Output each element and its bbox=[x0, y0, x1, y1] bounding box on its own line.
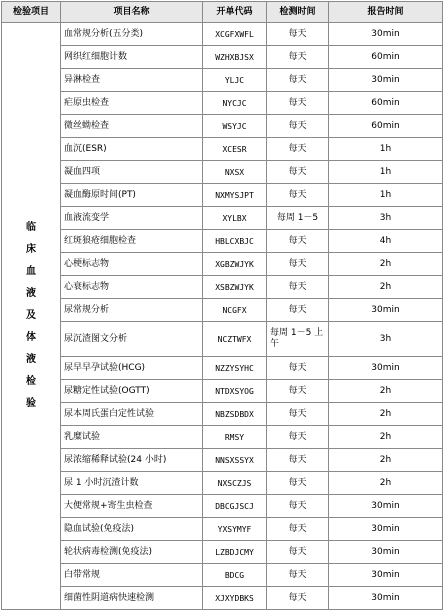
report-time-cell: 2h bbox=[329, 253, 443, 276]
item-name-cell: 白带常规 bbox=[61, 564, 203, 587]
item-name-cell: 凝血酶原时间(PT) bbox=[61, 184, 203, 207]
order-code-cell: XJXYDBKS bbox=[203, 587, 267, 610]
item-name-cell: 血液流变学 bbox=[61, 207, 203, 230]
order-code-cell: XGBZWJYK bbox=[203, 253, 267, 276]
order-code-cell: RMSY bbox=[203, 426, 267, 449]
table-row bbox=[2, 495, 443, 518]
report-time-cell: 30min bbox=[329, 357, 443, 380]
lab-test-table bbox=[1, 1, 443, 610]
report-time-cell: 2h bbox=[329, 403, 443, 426]
test-time-cell: 每天 bbox=[267, 541, 329, 564]
table-body bbox=[2, 23, 443, 610]
table-row bbox=[2, 23, 443, 46]
order-code-cell: BDCG bbox=[203, 564, 267, 587]
test-time-cell: 每天 bbox=[267, 403, 329, 426]
report-time-cell: 30min bbox=[329, 564, 443, 587]
item-name-cell: 凝血四项 bbox=[61, 161, 203, 184]
table-row bbox=[2, 322, 443, 357]
header-item-name: 项目名称 bbox=[61, 2, 203, 23]
item-name-cell: 隐血试验(免疫法) bbox=[61, 518, 203, 541]
test-time-cell: 每天 bbox=[267, 46, 329, 69]
order-code-cell: XCESR bbox=[203, 138, 267, 161]
table-row bbox=[2, 299, 443, 322]
table-row bbox=[2, 426, 443, 449]
test-time-cell: 每天 bbox=[267, 587, 329, 610]
order-code-cell: NBZSDBDX bbox=[203, 403, 267, 426]
report-time-cell: 2h bbox=[329, 276, 443, 299]
test-time-cell: 每天 bbox=[267, 253, 329, 276]
report-time-cell: 30min bbox=[329, 518, 443, 541]
test-time-cell: 每天 bbox=[267, 69, 329, 92]
table-row bbox=[2, 92, 443, 115]
test-time-cell: 每天 bbox=[267, 23, 329, 46]
test-time-cell: 每天 bbox=[267, 299, 329, 322]
order-code-cell: DBCGJSCJ bbox=[203, 495, 267, 518]
item-name-cell: 异淋检查 bbox=[61, 69, 203, 92]
test-time-cell: 每周 1－5 bbox=[267, 207, 329, 230]
report-time-cell: 30min bbox=[329, 587, 443, 610]
report-time-cell: 1h bbox=[329, 138, 443, 161]
header-row bbox=[2, 2, 443, 23]
report-time-cell: 2h bbox=[329, 449, 443, 472]
order-code-cell: YLJC bbox=[203, 69, 267, 92]
order-code-cell: XYLBX bbox=[203, 207, 267, 230]
table-row bbox=[2, 69, 443, 92]
item-name-cell: 网织红细胞计数 bbox=[61, 46, 203, 69]
test-time-cell: 每天 bbox=[267, 138, 329, 161]
report-time-cell: 60min bbox=[329, 115, 443, 138]
order-code-cell: NTDXSYOG bbox=[203, 380, 267, 403]
table-row bbox=[2, 253, 443, 276]
test-time-cell: 每天 bbox=[267, 161, 329, 184]
table-row bbox=[2, 564, 443, 587]
test-time-cell: 每天 bbox=[267, 92, 329, 115]
report-time-cell: 60min bbox=[329, 92, 443, 115]
order-code-cell: NXSX bbox=[203, 161, 267, 184]
test-time-cell: 每天 bbox=[267, 115, 329, 138]
test-time-cell: 每天 bbox=[267, 495, 329, 518]
order-code-cell: NNSXSSYX bbox=[203, 449, 267, 472]
test-time-cell: 每天 bbox=[267, 426, 329, 449]
item-name-cell: 尿 1 小时沉渣计数 bbox=[61, 472, 203, 495]
order-code-cell: XCGFXWFL bbox=[203, 23, 267, 46]
report-time-cell: 2h bbox=[329, 380, 443, 403]
report-time-cell: 30min bbox=[329, 299, 443, 322]
table-row bbox=[2, 472, 443, 495]
item-name-cell: 红斑狼疮细胞检查 bbox=[61, 230, 203, 253]
report-time-cell: 30min bbox=[329, 69, 443, 92]
report-time-cell: 3h bbox=[329, 207, 443, 230]
item-name-cell: 尿本周氏蛋白定性试验 bbox=[61, 403, 203, 426]
table-row bbox=[2, 46, 443, 69]
table-row bbox=[2, 276, 443, 299]
item-name-cell: 轮状病毒检测(免疫法) bbox=[61, 541, 203, 564]
item-name-cell: 微丝蚴检查 bbox=[61, 115, 203, 138]
order-code-cell: YXSYMYF bbox=[203, 518, 267, 541]
item-name-cell: 大便常规+寄生虫检查 bbox=[61, 495, 203, 518]
table-row bbox=[2, 138, 443, 161]
item-name-cell: 尿常规分析 bbox=[61, 299, 203, 322]
item-name-cell: 尿沉渣图文分析 bbox=[61, 322, 203, 357]
item-name-cell: 尿糖定性试验(OGTT) bbox=[61, 380, 203, 403]
header-order-code: 开单代码 bbox=[203, 2, 267, 23]
order-code-cell: NZZYSYHC bbox=[203, 357, 267, 380]
report-time-cell: 1h bbox=[329, 161, 443, 184]
item-name-cell: 乳糜试验 bbox=[61, 426, 203, 449]
report-time-cell: 60min bbox=[329, 46, 443, 69]
category-label: 临床血液及体液检验 bbox=[26, 222, 36, 409]
header-test-time: 检测时间 bbox=[267, 2, 329, 23]
test-time-cell: 每天 bbox=[267, 380, 329, 403]
test-time-cell: 每周 1－5 上午 bbox=[267, 322, 329, 357]
report-time-cell: 1h bbox=[329, 184, 443, 207]
table-row bbox=[2, 403, 443, 426]
item-name-cell: 心衰标志物 bbox=[61, 276, 203, 299]
order-code-cell: WZHXBJSX bbox=[203, 46, 267, 69]
table-row bbox=[2, 518, 443, 541]
order-code-cell: NYCJC bbox=[203, 92, 267, 115]
header-category: 检验项目 bbox=[2, 2, 61, 23]
test-time-cell: 每天 bbox=[267, 449, 329, 472]
table-row bbox=[2, 380, 443, 403]
header-report-time: 报告时间 bbox=[329, 2, 443, 23]
table-row bbox=[2, 161, 443, 184]
test-time-cell: 每天 bbox=[267, 357, 329, 380]
order-code-cell: NCZTWFX bbox=[203, 322, 267, 357]
report-time-cell: 4h bbox=[329, 230, 443, 253]
test-time-cell: 每天 bbox=[267, 472, 329, 495]
report-time-cell: 30min bbox=[329, 23, 443, 46]
item-name-cell: 尿早早孕试验(HCG) bbox=[61, 357, 203, 380]
table-row bbox=[2, 184, 443, 207]
report-time-cell: 3h bbox=[329, 322, 443, 357]
report-time-cell: 30min bbox=[329, 541, 443, 564]
test-time-cell: 每天 bbox=[267, 276, 329, 299]
item-name-cell: 疟原虫检查 bbox=[61, 92, 203, 115]
report-time-cell: 2h bbox=[329, 472, 443, 495]
report-time-cell: 30min bbox=[329, 495, 443, 518]
test-time-cell: 每天 bbox=[267, 518, 329, 541]
item-name-cell: 细菌性阴道病快速检测 bbox=[61, 587, 203, 610]
table-row bbox=[2, 207, 443, 230]
report-time-cell: 2h bbox=[329, 426, 443, 449]
order-code-cell: HBLCXBJC bbox=[203, 230, 267, 253]
item-name-cell: 血沉(ESR) bbox=[61, 138, 203, 161]
test-time-cell: 每天 bbox=[267, 184, 329, 207]
order-code-cell: NCGFX bbox=[203, 299, 267, 322]
table-row bbox=[2, 115, 443, 138]
table-row bbox=[2, 449, 443, 472]
item-name-cell: 心梗标志物 bbox=[61, 253, 203, 276]
test-time-cell: 每天 bbox=[267, 564, 329, 587]
item-name-cell: 血常规分析(五分类) bbox=[61, 23, 203, 46]
order-code-cell: LZBDJCMY bbox=[203, 541, 267, 564]
table-row bbox=[2, 587, 443, 610]
order-code-cell: NXSCZJS bbox=[203, 472, 267, 495]
table-row bbox=[2, 357, 443, 380]
order-code-cell: WSYJC bbox=[203, 115, 267, 138]
table-row bbox=[2, 230, 443, 253]
order-code-cell: XSBZWJYK bbox=[203, 276, 267, 299]
test-time-cell: 每天 bbox=[267, 230, 329, 253]
table-row bbox=[2, 541, 443, 564]
item-name-cell: 尿浓缩稀释试验(24 小时) bbox=[61, 449, 203, 472]
category-cell bbox=[2, 23, 61, 610]
order-code-cell: NXMYSJPT bbox=[203, 184, 267, 207]
